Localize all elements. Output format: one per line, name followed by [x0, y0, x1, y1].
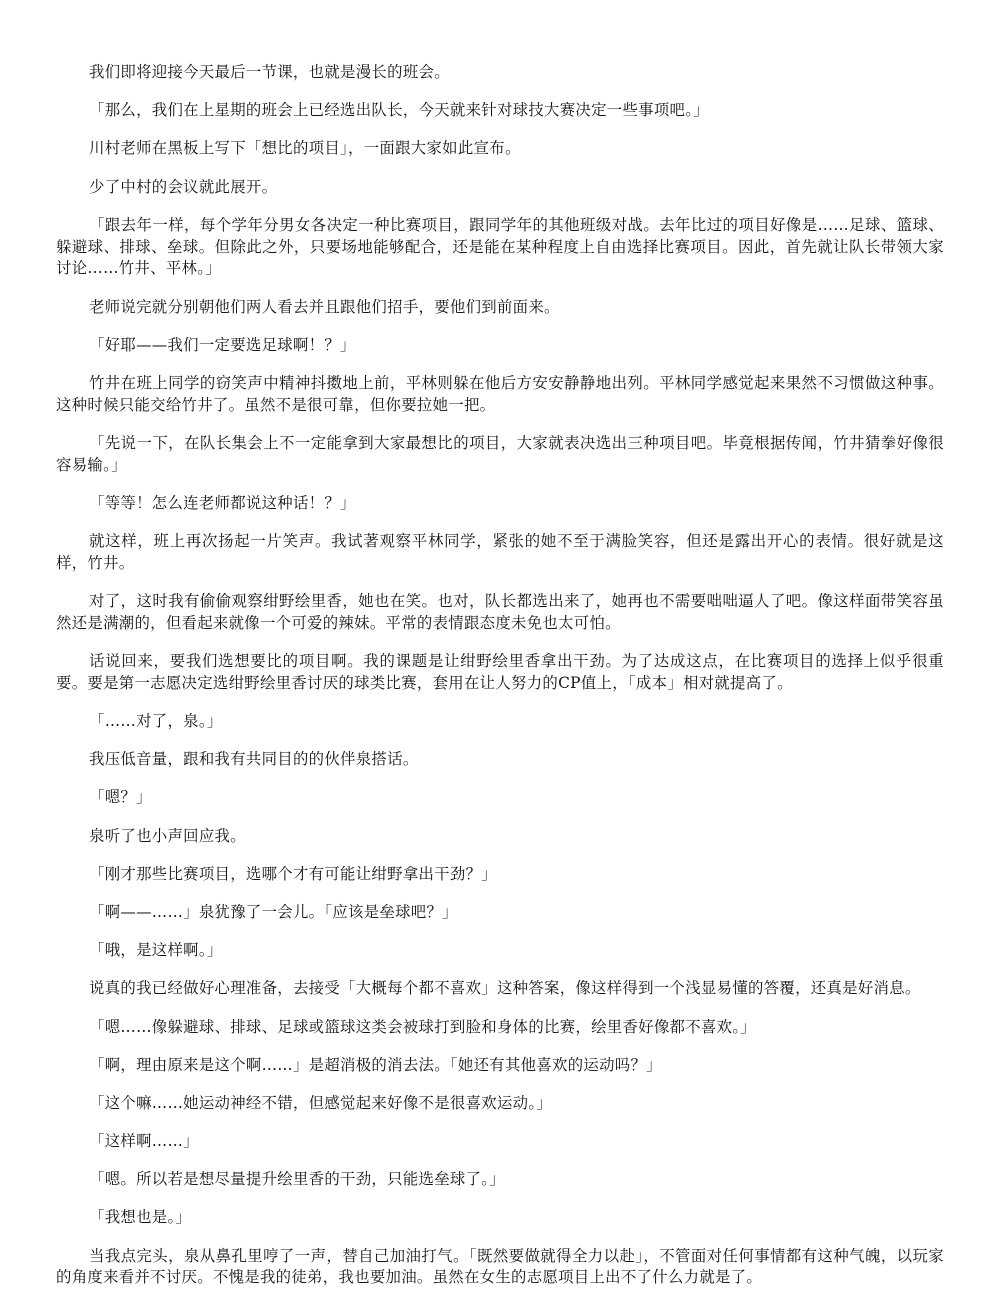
paragraph: 泉听了也小声回应我。	[89, 826, 246, 845]
paragraph: 话说回来，要我们选想要比的项目啊。我的课题是让绀野绘里香拿出干劲。为了达成这点，在比赛项目的选择上似乎很重要。要是第一志愿决定选绀野绘里香讨厌的球类比赛，套用在让人努力的CP值上，「成本」相对就提高了。	[56, 652, 944, 692]
paragraph: 当我点完头，泉从鼻孔里哼了一声，替自己加油打气。「既然要做就得全力以赴」，不管面对任何事情都有这种气魄，以玩家的角度来看并不讨厌。不愧是我的徒弟，我也要加油。虽然在女生的志愿项目上出不了什么力就是了。	[56, 1246, 944, 1287]
paragraph: 「嗯……像躲避球、排球、足球或篮球这类会被球打到脸和身体的比赛，绘里香好像都不喜欢。」	[89, 1017, 756, 1036]
paragraph: 「刚才那些比赛项目，选哪个才有可能让绀野拿出干劲？」	[89, 864, 497, 883]
paragraph: 「好耶——我们一定要选足球啊！？」	[89, 335, 356, 354]
paragraph: 「啊，理由原来是这个啊……」是超消极的消去法。「她还有其他喜欢的运动吗？」	[89, 1055, 662, 1074]
paragraph: 「等等！怎么连老师都说这种话！？」	[89, 493, 356, 512]
paragraph: 「哦，是这样啊。」	[89, 941, 223, 960]
paragraph: 「这样啊……」	[89, 1132, 199, 1151]
paragraph: 「啊——……」泉犹豫了一会儿。「应该是垒球吧？」	[89, 902, 458, 921]
paragraph: 「嗯。所以若是想尽量提升绘里香的干劲，只能选垒球了。」	[89, 1170, 505, 1189]
paragraph: 我压低音量，跟和我有共同目的的伙伴泉搭话。	[89, 750, 419, 769]
paragraph: 「那么，我们在上星期的班会上已经选出队长，今天就来针对球技大赛决定一些事项吧。」	[89, 101, 709, 120]
paragraph: 「……对了，泉。」	[89, 712, 223, 731]
paragraph: 少了中村的会议就此展开。	[89, 177, 278, 196]
paragraph: 川村老师在黑板上写下「想比的项目」，一面跟大家如此宣布。	[89, 139, 521, 158]
paragraph: 「这个嘛……她运动神经不错，但感觉起来好像不是很喜欢运动。」	[89, 1093, 553, 1112]
paragraph: 「我想也是。」	[89, 1208, 192, 1227]
paragraph: 竹井在班上同学的窃笑声中精神抖擞地上前，平林则躲在他后方安安静静地出列。平林同学感觉起来果然不习惯做这种事。这种时候只能交给竹井了。虽然不是很可靠，但你要拉她一把。	[56, 373, 944, 414]
paragraph: 就这样，班上再次扬起一片笑声。我试著观察平林同学，紧张的她不至于满脸笑容，但还是露出开心的表情。很好就是这样，竹井。	[56, 532, 944, 572]
paragraph: 「跟去年一样，每个学年分男女各决定一种比赛项目，跟同学年的其他班级对战。去年比过的项目好像是……足球、篮球、躲避球、排球、垒球。但除此之外，只要场地能够配合，还是能在某种程度上自由选择比赛项目。因此，首先就让队长带领大家讨论……竹井、平林。」	[56, 215, 944, 278]
paragraph: 我们即将迎接今天最后一节课，也就是漫长的班会。	[89, 63, 450, 81]
paragraph: 说真的我已经做好心理准备，去接受「大概每个都不喜欢」这种答案，像这样得到一个浅显易懂的答覆，还真是好消息。	[89, 979, 921, 998]
paragraph: 「先说一下，在队长集会上不一定能拿到大家最想比的项目，大家就表决选出三种项目吧。毕竟根据传闻，竹井猜拳好像很容易输。」	[56, 433, 944, 474]
paragraph: 老师说完就分别朝他们两人看去并且跟他们招手，要他们到前面来。	[89, 297, 560, 316]
paragraph: 对了，这时我有偷偷观察绀野绘里香，她也在笑。也对，队长都选出来了，她再也不需要咄咄逼人了吧。像这样面带笑容虽然还是满潮的，但看起来就像一个可爱的辣妹。平常的表情跟态度未免也太可怕。	[56, 592, 944, 632]
paragraph: 「嗯？」	[89, 788, 152, 807]
